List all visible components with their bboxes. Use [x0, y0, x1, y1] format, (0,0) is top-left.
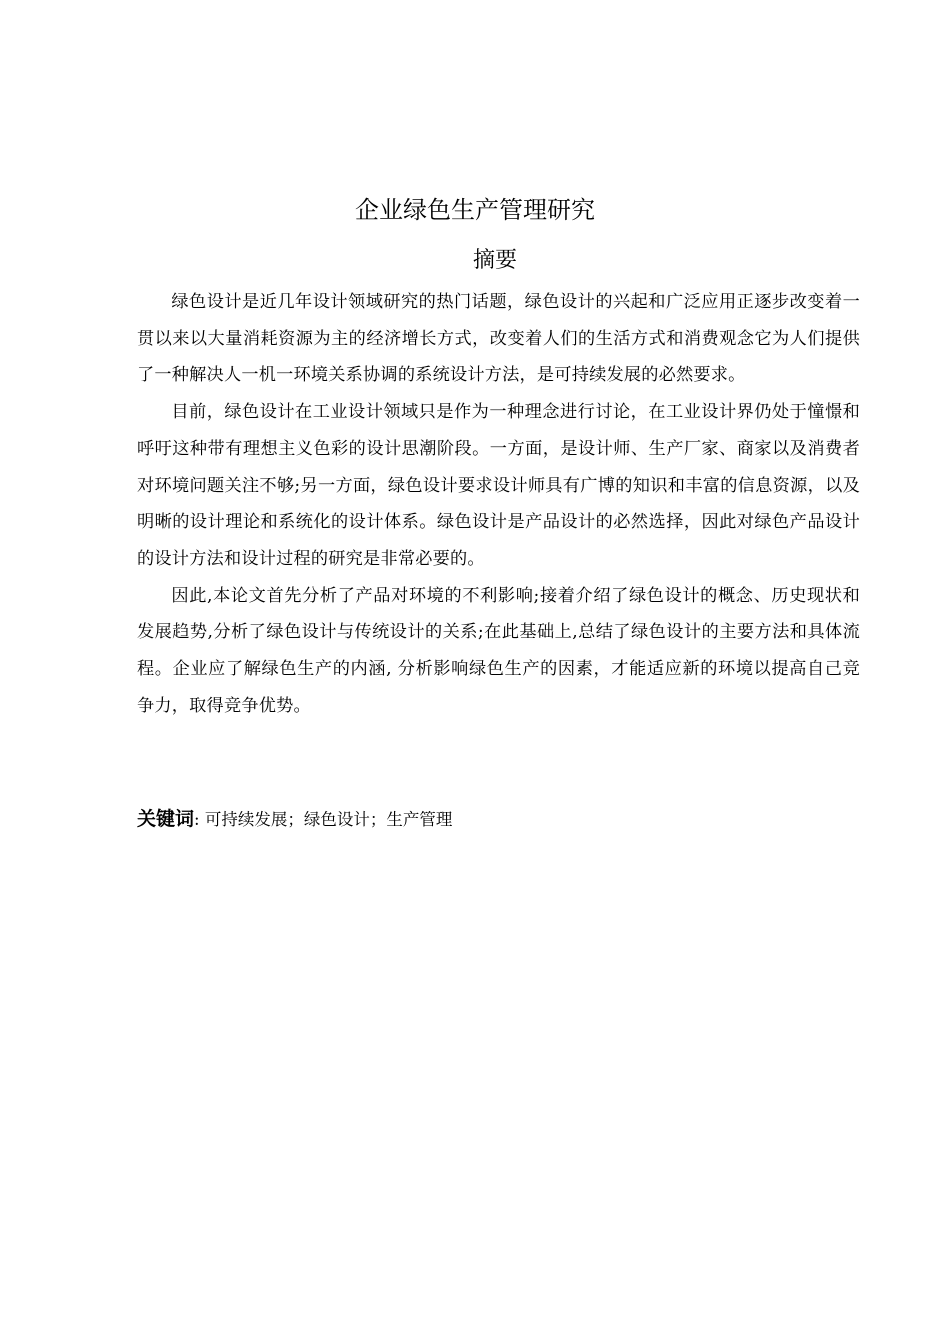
keywords-text: 可持续发展；绿色设计；生产管理	[204, 810, 453, 829]
abstract-paragraph-3: 因此,本论文首先分析了产品对环境的不利影响;接着介绍了绿色设计的概念、历史现状和发展趋势,分析了绿色设计与传统设计的关系;在此基础上,总结了绿色设计的主要方法和具体流程。企业应了解绿色生产的内涵, 分析影响绿色生产的因素，才能适应新的环境以提高自己竞争力，取得竞争优势。	[137, 585, 860, 716]
document-title: 企业绿色生产管理研究	[355, 196, 595, 224]
abstract-paragraph-2: 目前，绿色设计在工业设计领域只是作为一种理念进行讨论，在工业设计界仍处于憧憬和呼吁这种带有理想主义色彩的设计思潮阶段。一方面，是设计师、生产厂家、商家以及消费者对环境问题关注不够;另一方面，绿色设计要求设计师具有广博的知识和丰富的信息资源，以及明晰的设计理论和系统化的设计体系。绿色设计是产品设计的必然选择，因此对绿色产品设计的设计方法和设计过程的研究是非常必要的。	[137, 402, 860, 569]
keywords-label: 关键词	[137, 808, 195, 830]
abstract-paragraph-1: 绿色设计是近几年设计领域研究的热门话题，绿色设计的兴起和广泛应用正逐步改变着一贯以来以大量消耗资源为主的经济增长方式，改变着人们的生活方式和消费观念它为人们提供了一种解决人一机一环境关系协调的系统设计方法，是可持续发展的必然要求。	[137, 292, 860, 386]
keywords-separator: :	[194, 810, 200, 829]
keywords-line	[137, 804, 452, 835]
abstract-body	[137, 284, 860, 724]
abstract-heading: 摘要	[472, 248, 517, 273]
